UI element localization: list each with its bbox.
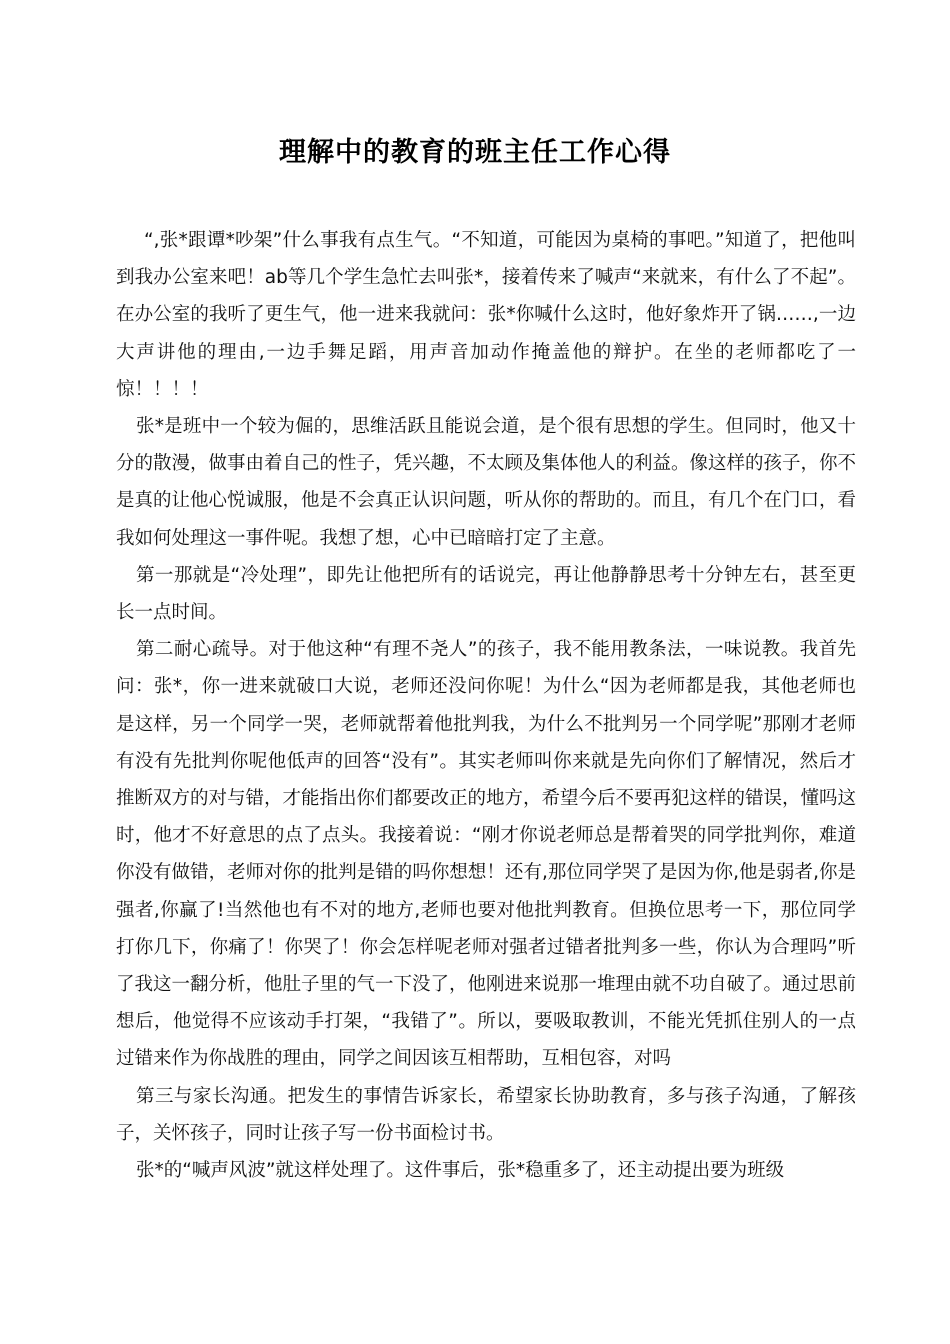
paragraph-4: 第二耐心疏导。对于他这种“有理不尧人”的孩子，我不能用教条法，一味说教。我首先问：张*，你一进来就破口大说，老师还没问你呢！为什么“因为老师都是我，其他老师也是这样，另一个同学一哭，老师就帮着他批判我，为什么不批判另一个同学呢”那刚才老师有没有先批判你呢他低声的回答“没有”。其实老师叫你来就是先向你们了解情况，然后才推断双方的对与错，才能指出你们都要改正的地方，希望今后不要再犯这样的错误，懂吗这时，他才不好意思的点了点头。我接着说：“刚才你说老师总是帮着哭的同学批判你，难道你没有做错，老师对你的批判是错的吗你想想！还有,那位同学哭了是因为你,他是弱者,你是强者,你赢了!当然他也有不对的地方,老师也要对他批判教育。但换位思考一下，那位同学打你几下，你痛了！你哭了！你会怎样呢老师对强者过错者批判多一些，你认为合理吗”听了我这一翻分析，他肚子里的气一下没了，他刚进来说那一堆理由就不功自破了。通过思前想后，他觉得不应该动手打架，“我错了”。所以，要吸取教训，不能光凭抓住别人的一点过错来作为你战胜的理由，同学之间因该互相帮助，互相包容，对吗 [116,639,857,1070]
document-title: 理解中的教育的班主任工作心得 [279,137,671,168]
paragraph-2: 张*是班中一个较为倔的，思维活跃且能说会道，是个很有思想的学生。但同时，他又十分的散漫，做事由着自己的性子，凭兴趣，不太顾及集体他人的利益。像这样的孩子，你不是真的让他心悦诚服，他是不会真正认识问题，听从你的帮助的。而且，有几个在门口，看我如何处理这一事件呢。我想了想，心中已暗暗打定了主意。 [116,416,857,549]
paragraph-3: 第一那就是“冷处理”，即先让他把所有的话说完，再让他静静思考十分钟左右，甚至更长一点时间。 [116,564,856,624]
paragraph-5: 第三与家长沟通。把发生的事情告诉家长，希望家长协助教育，多与孩子沟通，了解孩子，关怀孩子，同时让孩子写一份书面检讨书。 [116,1085,856,1144]
paragraph-1: “,张*跟谭*吵架”什么事我有点生气。“不知道，可能因为桌椅的事吧。”知道了，把他叫到我办公室来吧！ab等几个学生急忙去叫张*，接着传来了喊声“来就来，有什么了不起”。在办公室的我听了更生气，他一进来我就问：张*你喊什么这时，他好象炸开了锅……,一边大声讲他的理由,一边手舞足蹈，用声音加动作掩盖他的辩护。在坐的老师都吃了一惊！！！！ [116,230,856,400]
document-body [116,222,856,1189]
paragraph-6: 张*的“喊声风波”就这样处理了。这件事后，张*稳重多了，还主动提出要为班级 [136,1160,785,1182]
